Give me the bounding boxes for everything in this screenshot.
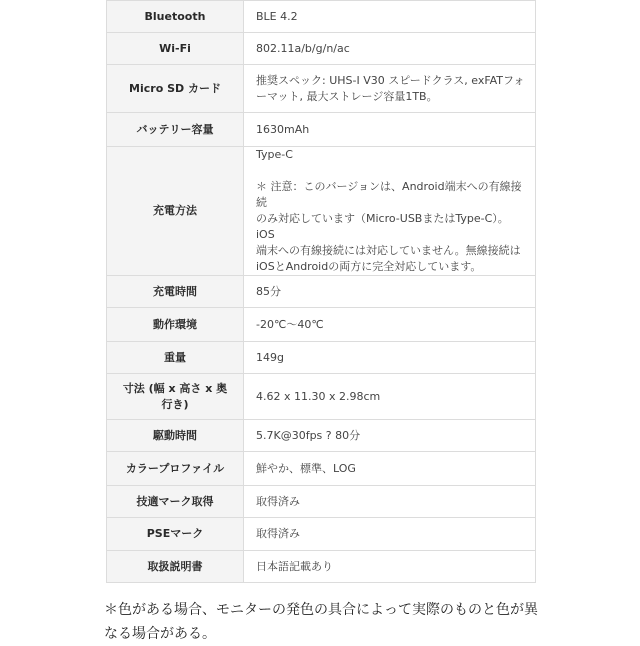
table-row xyxy=(107,420,536,452)
spec-key: Bluetooth xyxy=(107,1,244,33)
spec-key: PSEマーク xyxy=(107,518,244,551)
footnote-line: なる場合がある。 xyxy=(104,626,216,642)
table-row xyxy=(107,518,536,551)
footnote xyxy=(104,598,544,646)
spec-key-line: 寸法 (幅 x 高さ x 奥 xyxy=(122,381,228,395)
spec-value: 802.11a/b/g/n/ac xyxy=(244,33,536,65)
spec-value: 85分 xyxy=(244,276,536,308)
spec-value-line: 端末への有線接続には対応していません。無線接続は xyxy=(256,244,521,257)
spec-value-line: のみ対応しています（Micro-USBまたはType-C）。iOS xyxy=(256,212,509,241)
spec-key: 充電方法 xyxy=(107,147,244,276)
spec-key: 充電時間 xyxy=(107,276,244,308)
spec-key: 重量 xyxy=(107,342,244,374)
table-row xyxy=(107,374,536,420)
spec-key: カラープロファイル xyxy=(107,452,244,486)
spec-key-line: 行き) xyxy=(161,397,189,411)
spec-key: 駆動時間 xyxy=(107,420,244,452)
spec-value: 日本語記載あり xyxy=(244,551,536,583)
spec-key: 取扱説明書 xyxy=(107,551,244,583)
spec-value-spacer xyxy=(256,163,527,179)
table-row xyxy=(107,65,536,113)
spec-value: 鮮やか、標準、LOG xyxy=(244,452,536,486)
spec-value-line: iOSとAndroidの両方に完全対応しています。 xyxy=(256,260,482,273)
table-row xyxy=(107,486,536,518)
table-row xyxy=(107,1,536,33)
spec-value: 1630mAh xyxy=(244,113,536,147)
spec-value: BLE 4.2 xyxy=(244,1,536,33)
table-row xyxy=(107,276,536,308)
footnote-line: ＊色がある場合、モニターの発色の具合によって実際のものと色が異 xyxy=(104,602,538,618)
spec-value: 149g xyxy=(244,342,536,374)
spec-value: 取得済み xyxy=(244,486,536,518)
spec-value: 5.7K@30fps ? 80分 xyxy=(244,420,536,452)
spec-key: Wi-Fi xyxy=(107,33,244,65)
spec-key: バッテリー容量 xyxy=(107,113,244,147)
spec-value: 4.62 x 11.30 x 2.98cm xyxy=(244,374,536,420)
spec-key: 動作環境 xyxy=(107,308,244,342)
table-row xyxy=(107,551,536,583)
spec-key: 技適マーク取得 xyxy=(107,486,244,518)
spec-key: Micro SD カード xyxy=(107,65,244,113)
spec-value: 取得済み xyxy=(244,518,536,551)
spec-value-line: 推奨スペック: UHS-I V30 スピードクラス, exFATフォ xyxy=(256,73,525,87)
table-row xyxy=(107,308,536,342)
table-row xyxy=(107,113,536,147)
table-row xyxy=(107,147,536,276)
spec-value-line: ーマット, 最大ストレージ容量1TB。 xyxy=(256,89,438,103)
spec-value-line: Type-C xyxy=(256,148,293,161)
spec-key xyxy=(107,374,244,420)
spec-value-line: ＊ 注意：このバージョンは、Android端末への有線接続 xyxy=(256,180,522,209)
spec-table xyxy=(106,0,536,583)
spec-value xyxy=(244,147,536,276)
spec-value: -20℃～40℃ xyxy=(244,308,536,342)
table-row xyxy=(107,342,536,374)
table-row xyxy=(107,33,536,65)
table-row xyxy=(107,452,536,486)
spec-value xyxy=(244,65,536,113)
